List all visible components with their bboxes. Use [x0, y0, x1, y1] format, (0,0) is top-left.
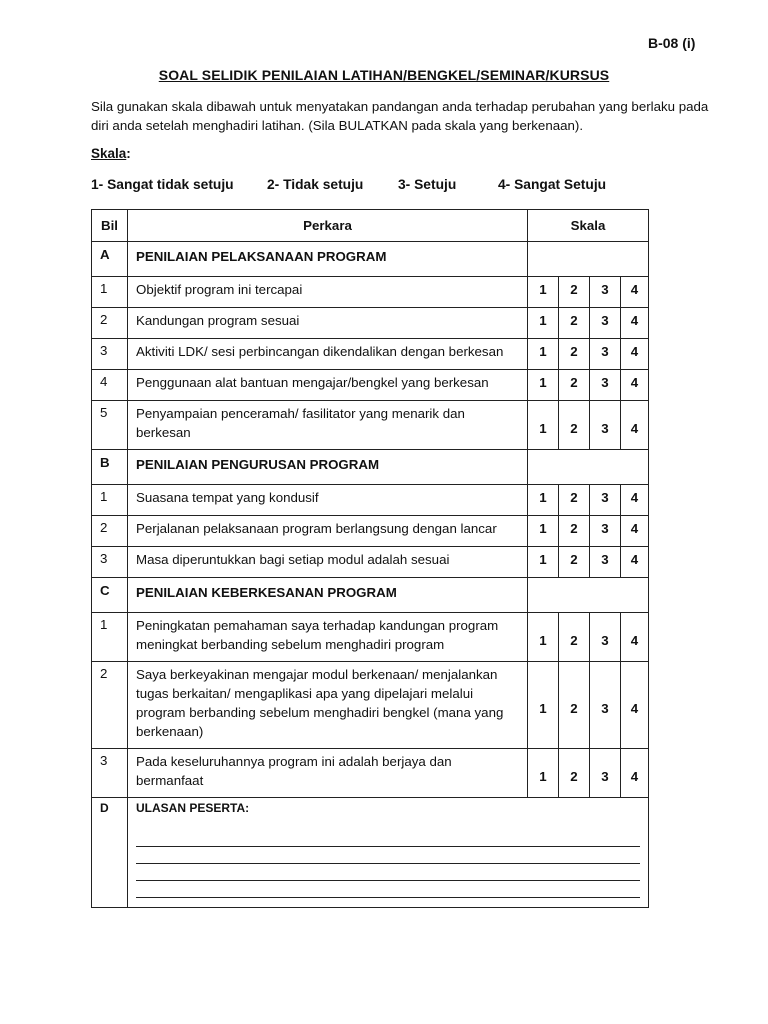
row-bil: 3 [92, 339, 128, 370]
row-perkara: Suasana tempat yang kondusif [128, 485, 528, 516]
scale-option-3[interactable]: 3 [590, 613, 621, 662]
row-bil: 3 [92, 749, 128, 798]
section-code: C [92, 578, 128, 613]
scale-option-4[interactable]: 4 [621, 401, 649, 450]
table-row [92, 749, 649, 798]
evaluation-table-body [92, 210, 649, 908]
scale-option-4[interactable]: 4 [621, 516, 649, 547]
comment-line[interactable] [136, 881, 640, 898]
scale-option-2[interactable]: 2 [559, 370, 590, 401]
scale-option-3[interactable]: 3 [590, 370, 621, 401]
row-perkara: Objektif program ini tercapai [128, 277, 528, 308]
scale-option-2[interactable]: 2 [559, 339, 590, 370]
table-row [92, 516, 649, 547]
section-row [92, 578, 649, 613]
section-title: PENILAIAN KEBERKESANAN PROGRAM [128, 578, 528, 613]
scale-legend-2: 2- Tidak setuju [267, 177, 364, 192]
intro-text: Sila gunakan skala dibawah untuk menyatakan pandangan anda terhadap perubahan yang berlaku pada diri anda setelah menghadiri latihan. (Sila BULATKAN pada skala yang berkenaan). [91, 99, 709, 133]
scale-legend-3: 3- Setuju [398, 177, 457, 192]
scale-option-1[interactable]: 1 [528, 516, 559, 547]
scale-option-1[interactable]: 1 [528, 308, 559, 339]
scale-option-4[interactable]: 4 [621, 339, 649, 370]
scale-legend-1: 1- Sangat tidak setuju [91, 177, 234, 192]
row-perkara: Masa diperuntukkan bagi setiap modul adalah sesuai [128, 547, 528, 578]
scale-option-3[interactable]: 3 [590, 516, 621, 547]
scale-legend-4: 4- Sangat Setuju [498, 177, 607, 192]
header-perkara: Perkara [128, 210, 528, 242]
scale-option-1[interactable]: 1 [528, 749, 559, 798]
scale-option-2[interactable]: 2 [559, 749, 590, 798]
ulasan-peserta-area[interactable] [128, 798, 649, 908]
scale-option-3[interactable]: 3 [590, 662, 621, 749]
scale-option-1[interactable]: 1 [528, 547, 559, 578]
table-row [92, 547, 649, 578]
section-d-code: D [92, 798, 128, 908]
section-code: A [92, 242, 128, 277]
scale-option-1[interactable]: 1 [528, 401, 559, 450]
row-bil: 2 [92, 516, 128, 547]
section-scale-empty [528, 578, 649, 613]
scale-option-2[interactable]: 2 [559, 662, 590, 749]
scale-option-4[interactable]: 4 [621, 277, 649, 308]
section-row [92, 242, 649, 277]
skala-label-text: Skala [91, 146, 127, 161]
scale-option-3[interactable]: 3 [590, 308, 621, 339]
row-bil: 4 [92, 370, 128, 401]
header-skala: Skala [528, 210, 649, 242]
section-scale-empty [528, 242, 649, 277]
table-row [92, 339, 649, 370]
row-bil: 3 [92, 547, 128, 578]
table-row [92, 370, 649, 401]
row-bil: 2 [92, 662, 128, 749]
row-bil: 1 [92, 613, 128, 662]
row-perkara: Saya berkeyakinan mengajar modul berkenaan/ menjalankan tugas berkaitan/ mengaplikasi apa yang dipelajari melalui program berbanding sebelum menghadiri bengkel (mana yang berkenaan) [128, 662, 528, 749]
row-perkara: Aktiviti LDK/ sesi perbincangan dikendalikan dengan berkesan [128, 339, 528, 370]
table-row [92, 485, 649, 516]
header-bil: Bil [92, 210, 128, 242]
scale-option-4[interactable]: 4 [621, 485, 649, 516]
table-row [92, 401, 649, 450]
scale-option-1[interactable]: 1 [528, 613, 559, 662]
scale-option-4[interactable]: 4 [621, 370, 649, 401]
comment-line[interactable] [136, 830, 640, 847]
skala-label [91, 146, 131, 161]
row-perkara: Peningkatan pemahaman saya terhadap kandungan program meningkat berbanding sebelum menghadiri program [128, 613, 528, 662]
page-title: SOAL SELIDIK PENILAIAN LATIHAN/BENGKEL/SEMINAR/KURSUS [158, 67, 610, 83]
scale-option-2[interactable]: 2 [559, 485, 590, 516]
table-row [92, 613, 649, 662]
scale-option-3[interactable]: 3 [590, 401, 621, 450]
scale-option-2[interactable]: 2 [559, 277, 590, 308]
section-scale-empty [528, 450, 649, 485]
ulasan-peserta-label: ULASAN PESERTA: [136, 801, 250, 815]
scale-option-3[interactable]: 3 [590, 277, 621, 308]
row-perkara: Penyampaian penceramah/ fasilitator yang menarik dan berkesan [128, 401, 528, 450]
row-perkara: Kandungan program sesuai [128, 308, 528, 339]
section-code: B [92, 450, 128, 485]
row-bil: 5 [92, 401, 128, 450]
table-row [92, 308, 649, 339]
form-code: B-08 (i) [648, 35, 696, 51]
evaluation-table [91, 209, 649, 908]
comment-line[interactable] [136, 864, 640, 881]
scale-option-1[interactable]: 1 [528, 662, 559, 749]
table-header-row [92, 210, 649, 242]
scale-option-4[interactable]: 4 [621, 662, 649, 749]
section-title: PENILAIAN PELAKSANAAN PROGRAM [128, 242, 528, 277]
section-row [92, 450, 649, 485]
scale-option-1[interactable]: 1 [528, 370, 559, 401]
scale-option-4[interactable]: 4 [621, 749, 649, 798]
row-perkara: Perjalanan pelaksanaan program berlangsung dengan lancar [128, 516, 528, 547]
scale-option-2[interactable]: 2 [559, 308, 590, 339]
scale-option-3[interactable]: 3 [590, 749, 621, 798]
scale-option-4[interactable]: 4 [621, 308, 649, 339]
scale-option-3[interactable]: 3 [590, 339, 621, 370]
scale-option-4[interactable]: 4 [621, 547, 649, 578]
row-bil: 2 [92, 308, 128, 339]
section-title: PENILAIAN PENGURUSAN PROGRAM [128, 450, 528, 485]
scale-option-2[interactable]: 2 [559, 547, 590, 578]
row-bil: 1 [92, 277, 128, 308]
scale-option-1[interactable]: 1 [528, 277, 559, 308]
row-perkara: Pada keseluruhannya program ini adalah berjaya dan bermanfaat [128, 749, 528, 798]
scale-option-1[interactable]: 1 [528, 339, 559, 370]
scale-option-3[interactable]: 3 [590, 485, 621, 516]
scale-option-3[interactable]: 3 [590, 547, 621, 578]
row-bil: 1 [92, 485, 128, 516]
table-row [92, 662, 649, 749]
scale-option-4[interactable]: 4 [621, 613, 649, 662]
scale-option-2[interactable]: 2 [559, 516, 590, 547]
skala-label-colon: : [126, 146, 131, 161]
comment-line[interactable] [136, 847, 640, 864]
scale-option-1[interactable]: 1 [528, 485, 559, 516]
row-perkara: Penggunaan alat bantuan mengajar/bengkel yang berkesan [128, 370, 528, 401]
section-d-row [92, 798, 649, 908]
table-row [92, 277, 649, 308]
scale-option-2[interactable]: 2 [559, 613, 590, 662]
scale-option-2[interactable]: 2 [559, 401, 590, 450]
